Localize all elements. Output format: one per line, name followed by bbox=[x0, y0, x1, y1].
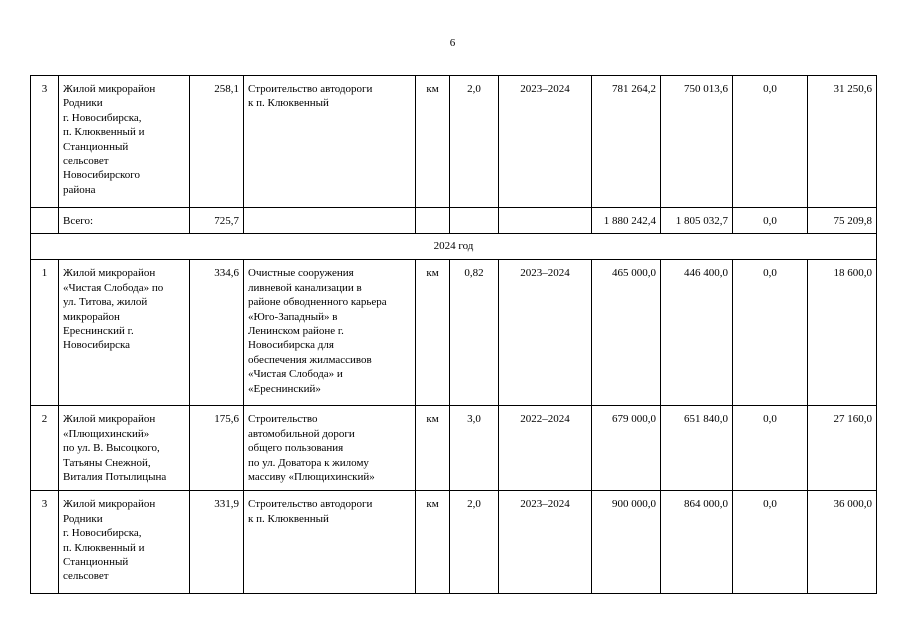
cell-unit: км bbox=[416, 76, 450, 208]
cell-federal: 446 400,0 bbox=[661, 260, 733, 406]
cell-object: Очистные сооружения ливневой канализации в районе обводненного карьера «Юго-Западный» в Ленинском районе г. Новосибирска для обеспечения жилмассивов «Чистая Слобода» и «Ереснинский» bbox=[244, 260, 416, 406]
cell-unit: км bbox=[416, 491, 450, 594]
cell-period: 2022–2024 bbox=[499, 406, 592, 491]
cell-federal: 651 840,0 bbox=[661, 406, 733, 491]
year-row bbox=[31, 234, 877, 260]
table-row bbox=[31, 406, 877, 491]
cell-total: 781 264,2 bbox=[592, 76, 661, 208]
cell-period bbox=[499, 208, 592, 234]
cell-regional: 0,0 bbox=[733, 260, 808, 406]
cell-district: Всего: bbox=[59, 208, 190, 234]
cell-period: 2023–2024 bbox=[499, 260, 592, 406]
cell-area: 725,7 bbox=[190, 208, 244, 234]
cell-unit: км bbox=[416, 406, 450, 491]
cell-object: Строительство автодороги к п. Клюквенный bbox=[244, 491, 416, 594]
cell-total: 1 880 242,4 bbox=[592, 208, 661, 234]
table-row bbox=[31, 260, 877, 406]
cell-num: 3 bbox=[31, 76, 59, 208]
cell-local: 75 209,8 bbox=[808, 208, 877, 234]
table-row-total bbox=[31, 208, 877, 234]
cell-qty: 2,0 bbox=[450, 491, 499, 594]
cell-qty bbox=[450, 208, 499, 234]
cell-period: 2023–2024 bbox=[499, 491, 592, 594]
cell-area: 331,9 bbox=[190, 491, 244, 594]
year-header: 2024 год bbox=[31, 234, 877, 260]
cell-num: 3 bbox=[31, 491, 59, 594]
table-body bbox=[31, 76, 877, 594]
cell-federal: 1 805 032,7 bbox=[661, 208, 733, 234]
cell-total: 900 000,0 bbox=[592, 491, 661, 594]
cell-num: 1 bbox=[31, 260, 59, 406]
cell-area: 334,6 bbox=[190, 260, 244, 406]
cell-qty: 2,0 bbox=[450, 76, 499, 208]
cell-regional: 0,0 bbox=[733, 491, 808, 594]
cell-area: 258,1 bbox=[190, 76, 244, 208]
cell-num: 2 bbox=[31, 406, 59, 491]
cell-local: 31 250,6 bbox=[808, 76, 877, 208]
cell-object: Строительство автодороги к п. Клюквенный bbox=[244, 76, 416, 208]
cell-unit bbox=[416, 208, 450, 234]
cell-qty: 3,0 bbox=[450, 406, 499, 491]
cell-district: Жилой микрорайон Родники г. Новосибирска, п. Клюквенный и Станционный сельсовет Новосибирского района bbox=[59, 76, 190, 208]
cell-regional: 0,0 bbox=[733, 208, 808, 234]
cell-total: 679 000,0 bbox=[592, 406, 661, 491]
cell-num bbox=[31, 208, 59, 234]
cell-unit: км bbox=[416, 260, 450, 406]
cell-object: Строительство автомобильной дороги общего пользования по ул. Доватора к жилому массиву «Плющихинский» bbox=[244, 406, 416, 491]
table-row bbox=[31, 76, 877, 208]
table-row bbox=[31, 491, 877, 594]
cell-object bbox=[244, 208, 416, 234]
page-number: 6 bbox=[449, 37, 456, 49]
cell-regional: 0,0 bbox=[733, 406, 808, 491]
cell-local: 27 160,0 bbox=[808, 406, 877, 491]
cell-district: Жилой микрорайон «Чистая Слобода» по ул. Титова, жилой микрорайон Ереснинский г. Новосибирска bbox=[59, 260, 190, 406]
cell-federal: 864 000,0 bbox=[661, 491, 733, 594]
cell-district: Жилой микрорайон «Плющихинский» по ул. В. Высоцкого, Татьяны Снежной, Виталия Потылицына bbox=[59, 406, 190, 491]
budget-table bbox=[30, 75, 877, 594]
cell-district: Жилой микрорайон Родники г. Новосибирска, п. Клюквенный и Станционный сельсовет bbox=[59, 491, 190, 594]
cell-local: 18 600,0 bbox=[808, 260, 877, 406]
cell-federal: 750 013,6 bbox=[661, 76, 733, 208]
cell-area: 175,6 bbox=[190, 406, 244, 491]
cell-qty: 0,82 bbox=[450, 260, 499, 406]
cell-local: 36 000,0 bbox=[808, 491, 877, 594]
cell-total: 465 000,0 bbox=[592, 260, 661, 406]
cell-regional: 0,0 bbox=[733, 76, 808, 208]
cell-period: 2023–2024 bbox=[499, 76, 592, 208]
